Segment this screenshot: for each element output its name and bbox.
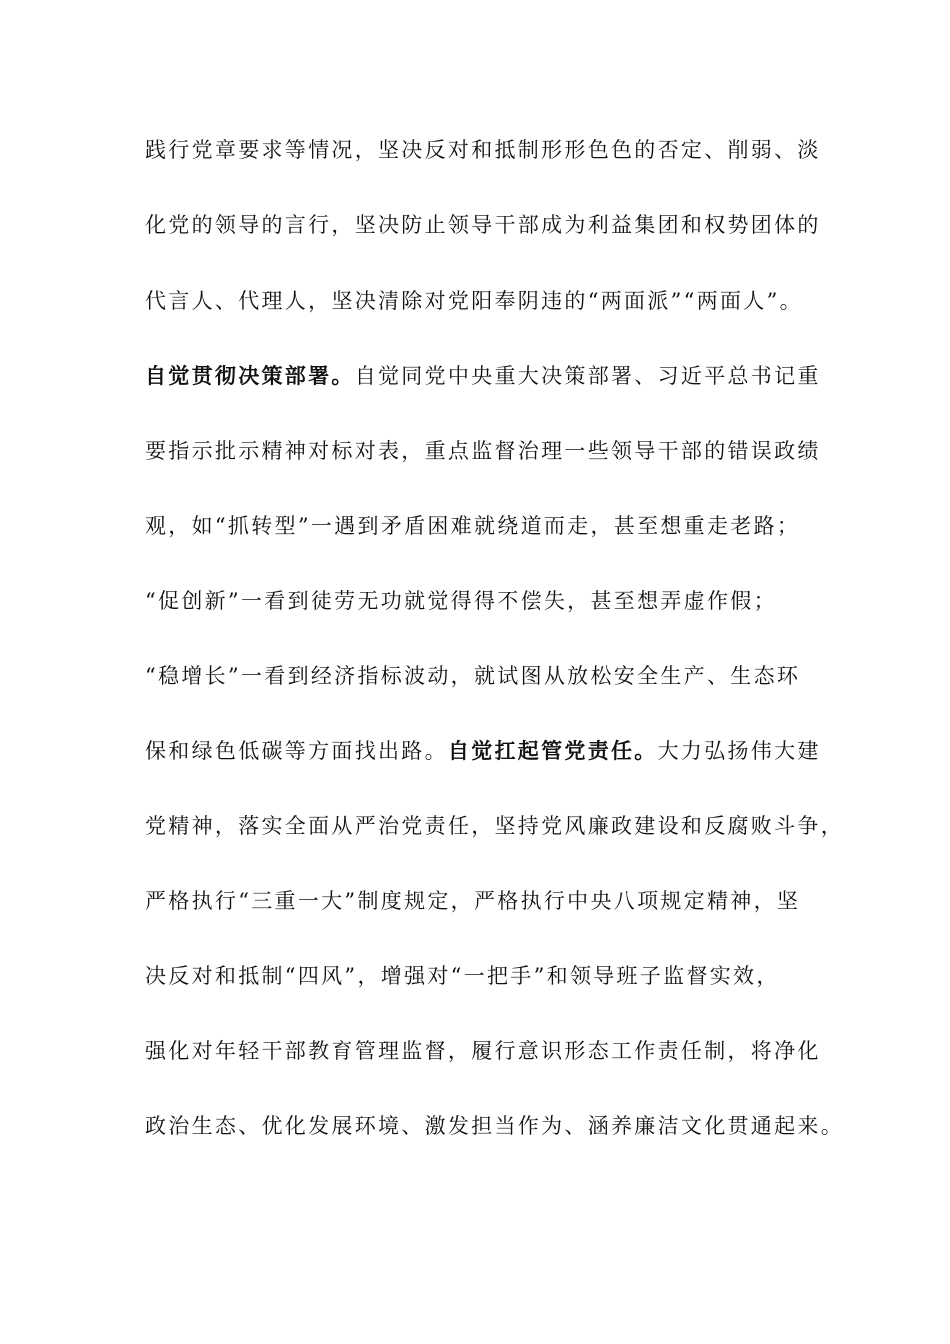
text-line	[145, 511, 825, 541]
text-run: “稳增长”一看到经济指标波动，就试图从放松安全生产、生态环	[145, 664, 801, 688]
text-run: 政治生态、优化发展环境、激发担当作为、涵养廉洁文化贯通起来。	[145, 1114, 844, 1138]
text-line	[145, 210, 825, 240]
text-line	[145, 135, 825, 165]
text-run: 践行党章要求等情况，坚决反对和抵制形形色色的否定、削弱、淡	[145, 138, 821, 162]
text-run: 保和绿色低碳等方面找出路。	[145, 739, 448, 763]
text-run: 观，如“抓转型”一遇到矛盾困难就绕道而走，甚至想重走老路；	[145, 514, 801, 538]
text-line	[145, 886, 825, 916]
text-line	[145, 961, 825, 991]
text-run: 大力弘扬伟大建	[657, 739, 821, 763]
bold-heading-run: 自觉贯彻决策部署。	[145, 363, 355, 388]
text-line	[145, 361, 825, 391]
text-run: 强化对年轻干部教育管理监督，履行意识形态工作责任制，将净化	[145, 1039, 821, 1063]
text-run: 化党的领导的言行，坚决防止领导干部成为利益集团和权势团体的	[145, 213, 821, 237]
text-run: 要指示批示精神对标对表，重点监督治理一些领导干部的错误政绩	[145, 439, 821, 463]
text-line	[145, 586, 825, 616]
text-run: 严格执行“三重一大”制度规定，严格执行中央八项规定精神，坚	[145, 889, 801, 913]
text-run: 党精神，落实全面从严治党责任，坚持党风廉政建设和反腐败斗争，	[145, 814, 844, 838]
text-line	[145, 736, 825, 766]
text-line	[145, 811, 844, 841]
text-run: 代言人、代理人，坚决清除对党阳奉阴违的“两面派”“两面人”。	[145, 289, 803, 313]
text-line	[145, 1036, 825, 1066]
text-line	[145, 286, 825, 316]
text-line	[145, 436, 825, 466]
text-run: 自觉同党中央重大决策部署、习近平总书记重	[354, 364, 821, 388]
text-run: 决反对和抵制“四风”，增强对“一把手”和领导班子监督实效，	[145, 964, 780, 988]
text-run: “促创新”一看到徒劳无功就觉得得不偿失，甚至想弄虚作假；	[145, 589, 777, 613]
text-line	[145, 1111, 844, 1141]
bold-heading-run: 自觉扛起管党责任。	[447, 738, 658, 763]
text-line	[145, 661, 825, 691]
